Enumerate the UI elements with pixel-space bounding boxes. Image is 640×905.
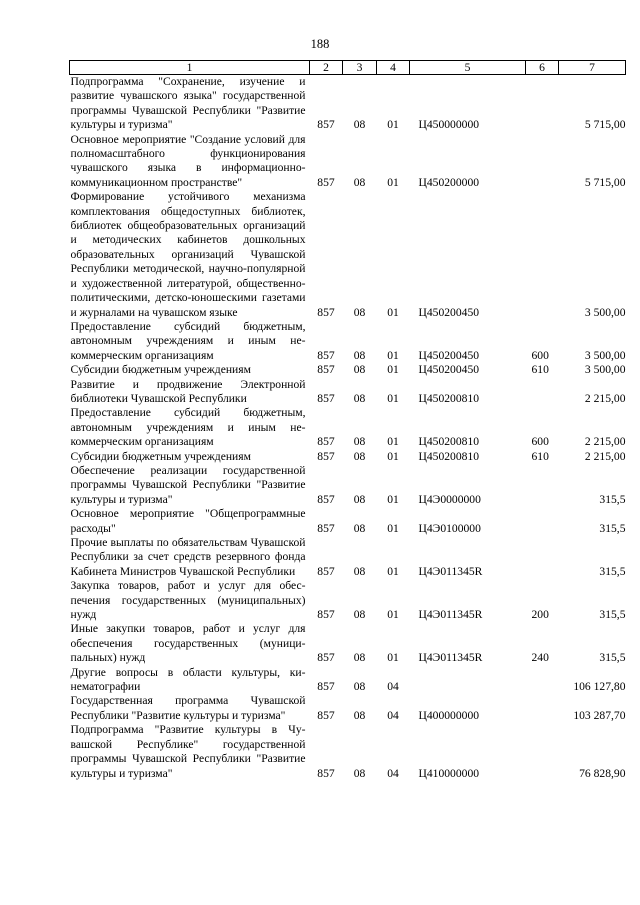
header-col-1: 1 (70, 61, 310, 75)
cell-target-code: Ц450200810 (418, 391, 480, 405)
cell-grbs: 857 (317, 708, 335, 722)
cell-target-code (410, 666, 526, 695)
cell-subsection: 01 (387, 608, 399, 622)
cell-subsection: 01 (387, 363, 399, 377)
cell-grbs: 857 (317, 305, 335, 319)
cell-subsection: 04 (387, 680, 399, 694)
table-row (70, 133, 626, 191)
cell-expense-type: 600 (531, 348, 549, 362)
cell-amount: 3 500,00 (584, 305, 626, 319)
table-row (70, 75, 626, 133)
cell-amount: 106 127,80 (573, 680, 626, 694)
cell-amount: 315,5 (599, 492, 626, 506)
cell-expense-type (526, 536, 559, 579)
cell-subsection: 04 (387, 708, 399, 722)
cell-target-code: Ц450200450 (418, 348, 480, 362)
cell-target-code: Ц450200000 (418, 175, 480, 189)
cell-target-code: Ц450200810 (418, 435, 480, 449)
cell-grbs: 857 (317, 118, 335, 132)
cell-expense-type (526, 666, 559, 695)
cell-section: 08 (353, 608, 366, 622)
cell-expense-type (526, 190, 559, 320)
cell-target-code: Ц4Э0000000 (418, 492, 481, 506)
budget-table (69, 60, 626, 781)
cell-amount: 315,5 (599, 521, 626, 535)
cell-grbs: 857 (317, 391, 335, 405)
cell-expense-type: 240 (531, 651, 549, 665)
cell-grbs: 857 (317, 766, 335, 780)
cell-target-code: Ц450200450 (418, 363, 480, 377)
table-body (70, 75, 626, 781)
cell-grbs: 857 (317, 175, 335, 189)
cell-section: 08 (353, 449, 366, 463)
cell-amount: 5 715,00 (584, 175, 626, 189)
cell-grbs: 857 (317, 492, 335, 506)
cell-amount: 3 500,00 (584, 348, 626, 362)
cell-subsection: 01 (387, 305, 399, 319)
cell-name: Основное мероприятие "Создание условий для полномасштабного функционирования чувашского языка в информационно-коммуникационном пространстве" (70, 132, 306, 189)
cell-name: Иные закупки товаров, работ и услуг для обеспечения государственных (муниципальных) нужд (70, 622, 306, 665)
cell-name: Формирование устойчивого механизма комплектования общедоступных библиотек, библиотек общеобразовательных организаций и методических кабинетов дошкольных образовательных организаций Чувашской Республики методической, научно-популярной и художественной литературой, общественно-политическими, детско-юношескими газетами и журналами на чувашском языке (70, 190, 306, 319)
cell-section: 08 (353, 118, 366, 132)
cell-expense-type (526, 75, 559, 133)
cell-target-code: Ц4Э011345R (418, 651, 483, 665)
header-col-6: 6 (526, 61, 559, 75)
cell-section: 08 (353, 680, 366, 694)
cell-target-code: Ц450200810 (418, 449, 480, 463)
cell-section: 08 (353, 175, 366, 189)
cell-subsection: 01 (387, 521, 399, 535)
header-col-4: 4 (377, 61, 410, 75)
cell-subsection: 04 (387, 766, 399, 780)
cell-subsection: 01 (387, 651, 399, 665)
cell-expense-type (526, 507, 559, 536)
cell-amount: 2 215,00 (584, 435, 626, 449)
table-row (70, 723, 626, 781)
cell-expense-type (526, 694, 559, 723)
table-row (70, 190, 626, 320)
header-row (70, 61, 626, 75)
cell-expense-type: 610 (531, 449, 549, 463)
cell-section: 08 (353, 348, 366, 362)
cell-amount: 3 500,00 (584, 363, 626, 377)
cell-name: Субсидии бюджетным учреждениям (70, 449, 251, 463)
cell-expense-type: 610 (531, 363, 549, 377)
cell-subsection: 01 (387, 449, 399, 463)
table-row (70, 507, 626, 536)
cell-subsection: 01 (387, 348, 399, 362)
cell-amount: 2 215,00 (584, 391, 626, 405)
cell-subsection: 01 (387, 564, 399, 578)
table-row (70, 363, 626, 377)
cell-subsection: 01 (387, 492, 399, 506)
cell-grbs: 857 (317, 651, 335, 665)
header-col-7: 7 (559, 61, 626, 75)
cell-section: 08 (353, 766, 366, 780)
cell-subsection: 01 (387, 118, 399, 132)
table-row (70, 406, 626, 449)
cell-name: Государственная программа Чувашской Республики "Развитие культуры и туризма" (70, 694, 306, 722)
cell-section: 08 (353, 492, 366, 506)
cell-section: 08 (353, 435, 366, 449)
header-col-2: 2 (310, 61, 343, 75)
cell-section: 08 (353, 708, 366, 722)
cell-target-code: Ц410000000 (418, 766, 480, 780)
cell-name: Предоставление субсидий бюджетным, автономным учреждениям и иным некоммерческим организациям (70, 406, 306, 449)
table-row (70, 622, 626, 665)
table-row (70, 579, 626, 622)
table-header (70, 61, 626, 75)
cell-expense-type: 200 (531, 608, 549, 622)
cell-name: Закупка товаров, работ и услуг для обеспечения государственных (муниципальных) нужд (70, 579, 306, 622)
table-row (70, 666, 626, 695)
cell-grbs: 857 (317, 363, 335, 377)
cell-target-code: Ц4Э0100000 (418, 521, 481, 535)
cell-name: Развитие и продвижение Электронной библиотеки Чувашской Республики (70, 377, 306, 405)
cell-expense-type (526, 378, 559, 407)
table-row (70, 694, 626, 723)
cell-amount: 315,5 (599, 651, 626, 665)
cell-subsection: 01 (387, 435, 399, 449)
cell-amount: 76 828,90 (579, 766, 626, 780)
cell-amount: 315,5 (599, 608, 626, 622)
cell-target-code: Ц450200450 (418, 305, 480, 319)
cell-grbs: 857 (317, 564, 335, 578)
cell-grbs: 857 (317, 348, 335, 362)
cell-section: 08 (353, 651, 366, 665)
cell-expense-type (526, 464, 559, 507)
cell-section: 08 (353, 391, 366, 405)
cell-amount: 315,5 (599, 564, 626, 578)
cell-amount: 5 715,00 (584, 118, 626, 132)
cell-name: Субсидии бюджетным учреждениям (70, 363, 251, 377)
cell-expense-type (526, 723, 559, 781)
cell-target-code: Ц4Э011345R (418, 608, 483, 622)
table-row (70, 536, 626, 579)
cell-section: 08 (353, 564, 366, 578)
cell-amount: 103 287,70 (573, 708, 626, 722)
cell-grbs: 857 (317, 521, 335, 535)
cell-section: 08 (353, 305, 366, 319)
cell-expense-type: 600 (531, 435, 549, 449)
table-row (70, 464, 626, 507)
cell-subsection: 01 (387, 175, 399, 189)
header-col-5: 5 (410, 61, 526, 75)
cell-target-code: Ц4Э011345R (418, 564, 483, 578)
cell-grbs: 857 (317, 435, 335, 449)
cell-target-code: Ц400000000 (418, 708, 480, 722)
cell-expense-type (526, 133, 559, 191)
cell-grbs: 857 (317, 608, 335, 622)
page-number: 188 (310, 37, 330, 51)
cell-name: Подпрограмма "Развитие культуры в Чувашской Республике" государственной программы Чувашской Республики "Развитие культуры и туризма" (70, 723, 306, 780)
cell-name: Обеспечение реализации государственной программы Чувашской Республики "Развитие культуры и туризма" (70, 463, 306, 506)
table-row (70, 320, 626, 363)
cell-name: Основное мероприятие "Общепрограммные расходы" (70, 507, 306, 535)
table-row (70, 450, 626, 464)
header-col-3: 3 (343, 61, 377, 75)
cell-subsection: 01 (387, 391, 399, 405)
cell-name: Подпрограмма "Сохранение, изучение и развитие чувашского языка" государственной программы Чувашской Республики "Развитие культуры и туризма" (70, 75, 306, 132)
cell-name: Предоставление субсидий бюджетным, автономным учреждениям и иным некоммерческим организациям (70, 319, 306, 362)
cell-section: 08 (353, 363, 366, 377)
cell-amount: 2 215,00 (584, 449, 626, 463)
table-row (70, 378, 626, 407)
cell-name: Прочие выплаты по обязательствам Чувашской Республики за счет средств резервного фонда Кабинета Министров Чувашской Республики (70, 536, 306, 578)
cell-target-code: Ц450000000 (418, 118, 480, 132)
cell-grbs: 857 (317, 449, 335, 463)
cell-section: 08 (353, 521, 366, 535)
cell-name: Другие вопросы в области культуры, кинематографии (70, 665, 306, 694)
cell-grbs: 857 (317, 680, 335, 694)
